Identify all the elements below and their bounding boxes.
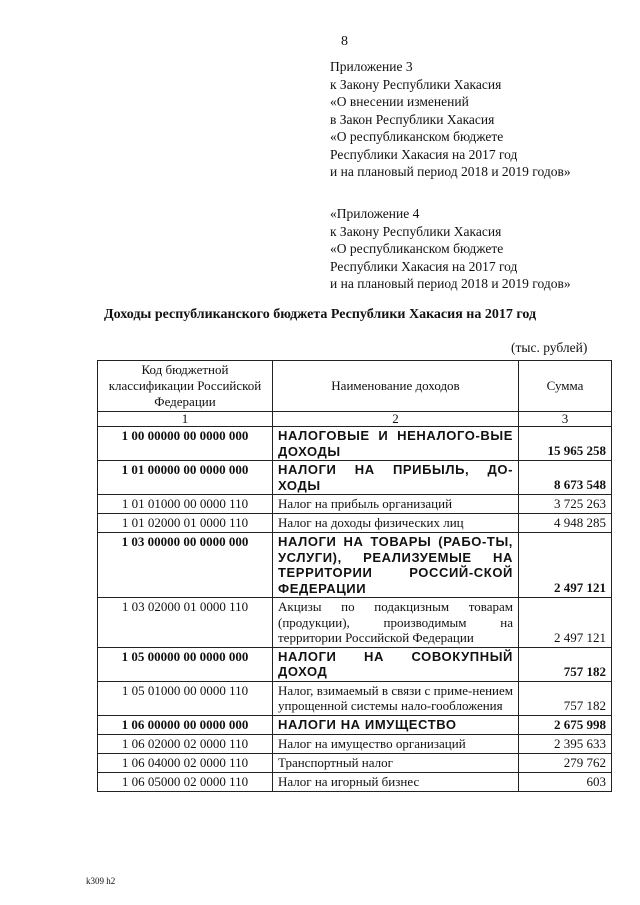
annex-line: и на плановый период 2018 и 2019 годов» — [330, 276, 571, 291]
annex-line: «О внесении изменений — [330, 94, 469, 109]
annex-4-header — [330, 205, 571, 293]
annex-line: «О республиканском бюджете — [330, 129, 504, 144]
row-sum: 8 673 548 — [519, 461, 612, 495]
footer-code: k309 h2 — [86, 876, 116, 886]
header-code: Код бюджетной классификации Российской Федерации — [98, 361, 273, 412]
table-row — [98, 734, 612, 753]
table-row — [98, 647, 612, 681]
page-number: 8 — [341, 34, 348, 49]
row-name: НАЛОГИ НА ИМУЩЕСТВО — [273, 715, 519, 734]
row-code: 1 06 02000 02 0000 110 — [98, 734, 273, 753]
row-sum: 757 182 — [519, 681, 612, 715]
table-header-row — [98, 361, 612, 412]
table-row — [98, 495, 612, 514]
column-number: 2 — [273, 412, 519, 427]
row-name: Налог на имущество организаций — [273, 734, 519, 753]
document-title: Доходы республиканского бюджета Республики Хакасия на 2017 год — [103, 307, 537, 322]
row-name: НАЛОГИ НА ПРИБЫЛЬ, ДО-ХОДЫ — [273, 461, 519, 495]
column-number-row — [98, 412, 612, 427]
column-number: 1 — [98, 412, 273, 427]
annex-line: Республики Хакасия на 2017 год — [330, 146, 518, 162]
row-code: 1 06 04000 02 0000 110 — [98, 753, 273, 772]
row-name: НАЛОГИ НА СОВОКУПНЫЙ ДОХОД — [273, 647, 519, 681]
table-row — [98, 772, 612, 791]
table-row — [98, 715, 612, 734]
header-name: Наименование доходов — [273, 361, 519, 412]
row-code: 1 06 00000 00 0000 000 — [98, 715, 273, 734]
row-name: НАЛОГИ НА ТОВАРЫ (РАБО-ТЫ, УСЛУГИ), РЕАЛИЗУЕМЫЕ НА ТЕРРИТОРИИ РОССИЙ-СКОЙ ФЕДЕРАЦИИ — [273, 533, 519, 598]
table-row — [98, 598, 612, 648]
annex-line: к Закону Республики Хакасия — [330, 76, 502, 92]
row-name: Акцизы по подакцизным товарам (продукции), производимым на территории Российской Федерации — [273, 598, 519, 648]
row-sum: 603 — [519, 772, 612, 791]
row-code: 1 03 00000 00 0000 000 — [98, 533, 273, 598]
row-sum: 15 965 258 — [519, 427, 612, 461]
annex-line: в Закон Республики Хакасия — [330, 111, 495, 127]
row-sum: 279 762 — [519, 753, 612, 772]
header-sum: Сумма — [519, 361, 612, 412]
table-row — [98, 753, 612, 772]
column-number: 3 — [519, 412, 612, 427]
row-code: 1 05 01000 00 0000 110 — [98, 681, 273, 715]
row-sum: 757 182 — [519, 647, 612, 681]
units-label: (тыс. рублей) — [511, 340, 588, 355]
annex-line: и на плановый период 2018 и 2019 годов» — [330, 164, 571, 179]
annex-line: Приложение 3 — [330, 59, 413, 74]
row-code: 1 01 02000 01 0000 110 — [98, 514, 273, 533]
annex-3-header — [330, 58, 571, 181]
row-sum: 3 725 263 — [519, 495, 612, 514]
row-code: 1 01 01000 00 0000 110 — [98, 495, 273, 514]
row-name: Налог на прибыль организаций — [273, 495, 519, 514]
row-sum: 2 675 998 — [519, 715, 612, 734]
row-sum: 2 497 121 — [519, 598, 612, 648]
row-code: 1 03 02000 01 0000 110 — [98, 598, 273, 648]
row-name: Налог на доходы физических лиц — [273, 514, 519, 533]
row-sum: 2 497 121 — [519, 533, 612, 598]
row-code: 1 01 00000 00 0000 000 — [98, 461, 273, 495]
row-sum: 4 948 285 — [519, 514, 612, 533]
table-row — [98, 427, 612, 461]
row-name: Транспортный налог — [273, 753, 519, 772]
annex-line: к Закону Республики Хакасия — [330, 223, 502, 239]
annex-line: «О республиканском бюджете — [330, 241, 504, 256]
row-code: 1 06 05000 02 0000 110 — [98, 772, 273, 791]
revenue-table — [97, 360, 612, 792]
table-row — [98, 681, 612, 715]
table-row — [98, 461, 612, 495]
row-code: 1 05 00000 00 0000 000 — [98, 647, 273, 681]
row-sum: 2 395 633 — [519, 734, 612, 753]
annex-line: «Приложение 4 — [330, 206, 420, 221]
annex-line: Республики Хакасия на 2017 год — [330, 258, 518, 274]
row-name: НАЛОГОВЫЕ И НЕНАЛОГО-ВЫЕ ДОХОДЫ — [273, 427, 519, 461]
row-code: 1 00 00000 00 0000 000 — [98, 427, 273, 461]
table-row — [98, 514, 612, 533]
table-row — [98, 533, 612, 598]
row-name: Налог, взимаемый в связи с приме-нением упрощенной системы нало-гообложения — [273, 681, 519, 715]
row-name: Налог на игорный бизнес — [273, 772, 519, 791]
